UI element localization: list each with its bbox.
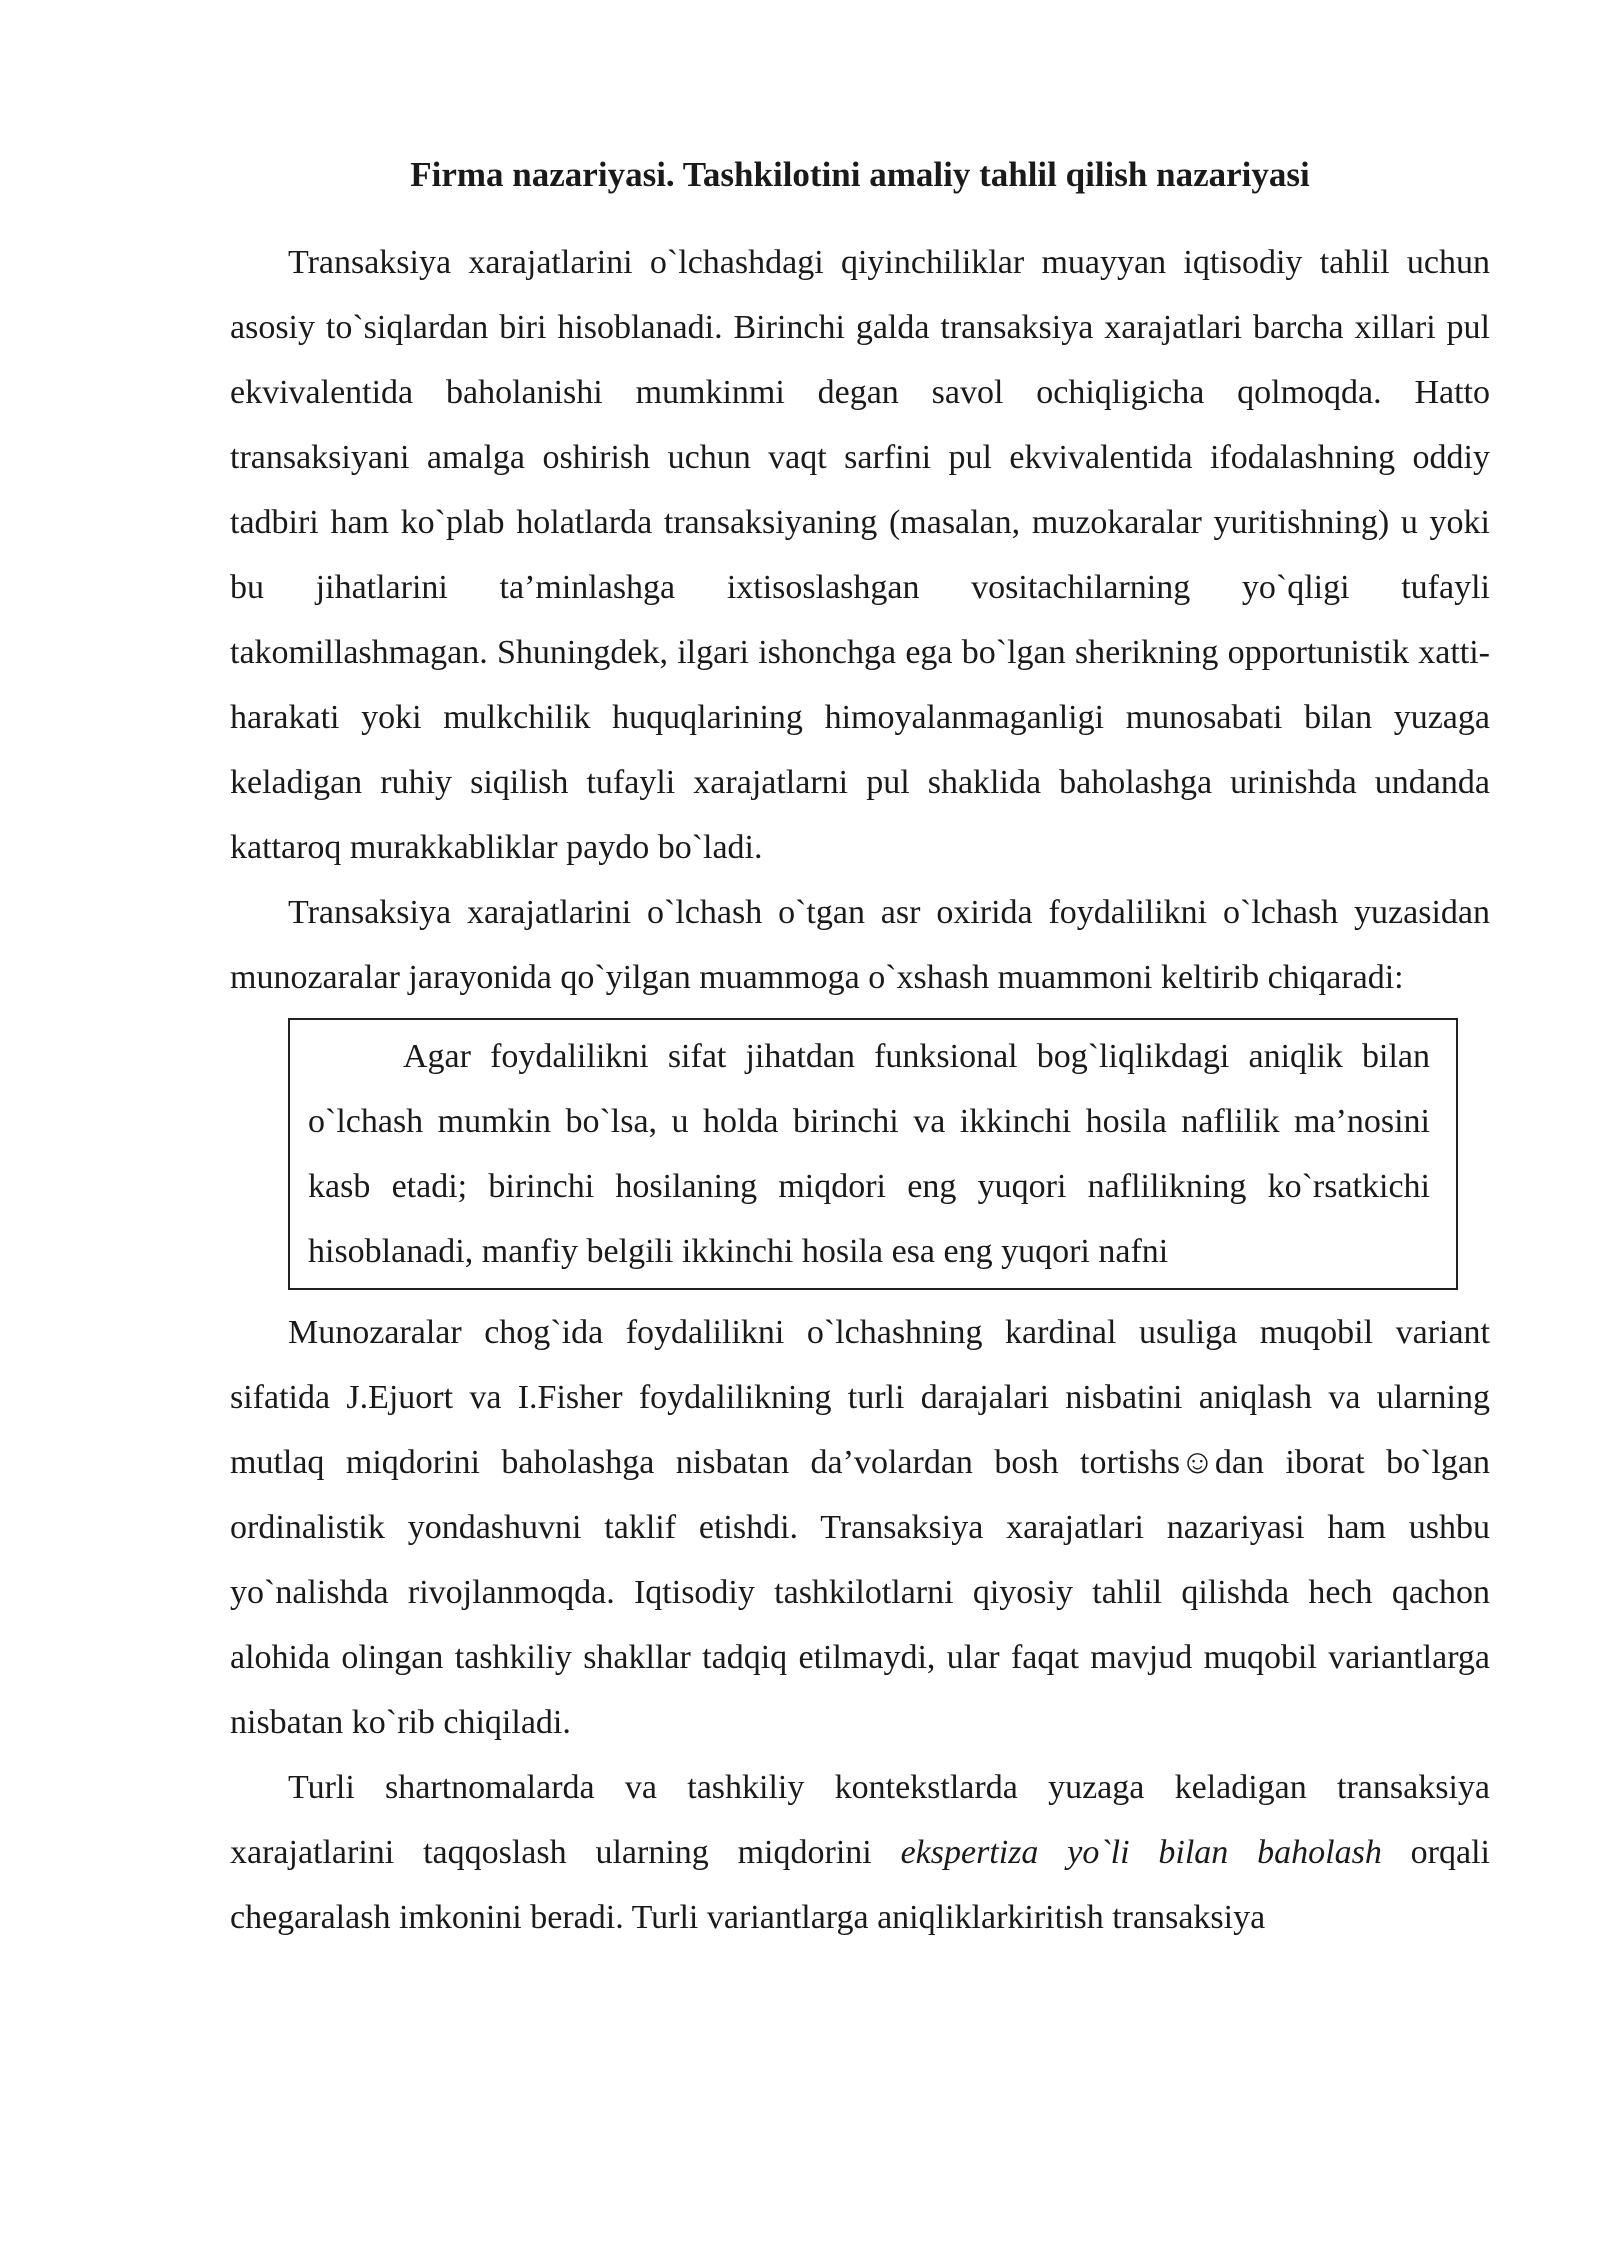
document-title: Firma nazariyasi. Tashkilotini amaliy tahlil qilish nazariyasi (410, 155, 1310, 194)
document-page (230, 150, 1490, 1950)
paragraph-4-italic-phrase: ekspertiza yo`li bilan baholash (900, 1834, 1382, 1871)
quote-box (288, 1018, 1458, 1290)
paragraph-1: Transaksiya xarajatlarini o`lchashdagi qiyinchiliklar muayyan iqtisodiy tahlil uchun asosiy to`siqlardan biri hisoblanadi. Birinchi galda transaksiya xarajatlari barcha xillari pul ekvivalentida baholanishi mumkinmi degan savol ochiqligicha qolmoqda. Hatto transaksiyani amalga oshirish uchun vaqt sarfini pul ekvivalentida ifodalashning oddiy tadbiri ham ko`plab holatlarda transaksiyaning (masalan, muzokaralar yuritishning) u yoki bu jihatlarini ta’minlashga ixtisoslashgan vositachilarning yo`qligi tufayli takomillashmagan. Shuningdek, ilgari ishonchga ega bo`lgan sherikning opportunistik xatti-harakati yoki mulkchilik huquqlarining himoyalanmaganligi munosabati bilan yuzaga keladigan ruhiy siqilish tufayli xarajatlarni pul shaklida baholashga urinishda undanda kattaroq murakkabliklar paydo bo`ladi. (230, 244, 1490, 866)
paragraph-4 (230, 1755, 1490, 1950)
paragraph-4-text-start: Turli shartnomalarda va tashkiliy kontekstlarda yuzaga keladigan transaksiya xarajatlarini taqqoslash ularning miqdorini (230, 1769, 1490, 1871)
paragraph-2: Transaksiya xarajatlarini o`lchash o`tgan asr oxirida foydalilikni o`lchash yuzasidan munozaralar jarayonida qo`yilgan muammoga o`xshash muammoni keltirib chiqaradi: (230, 894, 1490, 996)
quote-text: Agar foydalilikni sifat jihatdan funksional bog`liqlikdagi aniqlik bilan o`lchash mumkin bo`lsa, u holda birinchi va ikkinchi hosila naflilik ma’nosini kasb etadi; birinchi hosilaning miqdori eng yuqori naflilikning ko`rsatkichi hisoblanadi, manfiy belgili ikkinchi hosila esa eng yuqori nafni (308, 1038, 1430, 1270)
paragraph-3: Munozaralar chog`ida foydalilikni o`lchashning kardinal usuliga muqobil variant sifatida J.Ejuort va I.Fisher foydalilikning turli darajalari nisbatini aniqlash va ularning mutlaq miqdorini baholashga nisbatan da’volardan bosh tortishs☺dan iborat bo`lgan ordinalistik yondashuvni taklif etishdi. Transaksiya xarajatlari nazariyasi ham ushbu yo`nalishda rivojlanmoqda. Iqtisodiy tashkilotlarni qiyosiy tahlil qilishda hech qachon alohida olingan tashkiliy shakllar tadqiq etilmaydi, ular faqat mavjud muqobil variantlarga nisbatan ko`rib chiqiladi. (230, 1314, 1490, 1741)
paragraph-4-text-end: orqali chegaralash imkonini beradi. Turli variantlarga aniqliklarkiritish transaksiya (230, 1834, 1490, 1936)
